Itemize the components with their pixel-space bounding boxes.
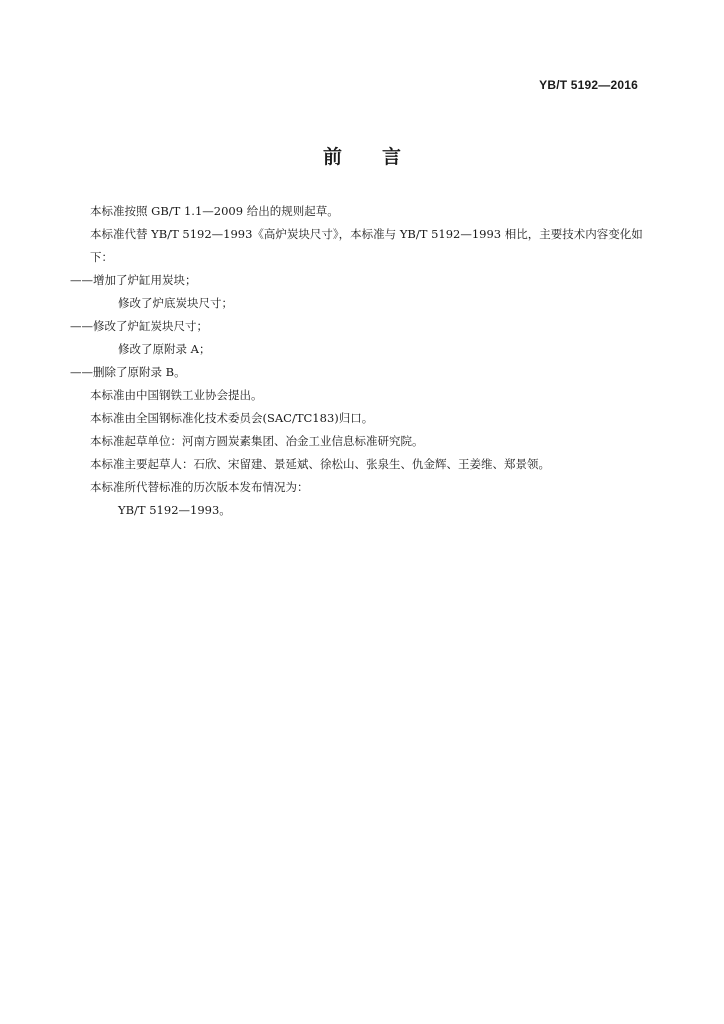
list-item-modify-hearth-block: ——修改了炉缸炭块尺寸； [70, 319, 208, 333]
list-item-modify-bottom-block: 修改了炉底炭块尺寸； [118, 296, 233, 310]
paragraph-drafting-units: 本标准起草单位：河南方圆炭素集团、冶金工业信息标准研究院。 [90, 434, 424, 448]
foreword-body [70, 200, 643, 522]
paragraph-drafters: 本标准主要起草人：石欣、宋留建、景延斌、徐松山、张泉生、仇金辉、王姜维、郑景领。 [90, 457, 550, 471]
previous-edition-item: YB/T 5192—1993。 [118, 503, 231, 517]
paragraph-previous-editions: 本标准所代替标准的历次版本发布情况为： [90, 480, 309, 494]
paragraph-managed-by: 本标准由全国钢标准化技术委员会(SAC/TC183)归口。 [90, 411, 374, 425]
paragraph-drafting-rule: 本标准按照 GB/T 1.1—2009 给出的规则起草。 [90, 204, 339, 218]
page-title [0, 142, 724, 169]
paragraph-proposed-by: 本标准由中国钢铁工业协会提出。 [90, 388, 263, 402]
paragraph-replacement: 本标准代替 YB/T 5192—1993《高炉炭块尺寸》，本标准与 YB/T 5192—1993 相比，主要技术内容变化如下： [90, 227, 643, 264]
title-char-1: 前 [322, 146, 342, 168]
list-item-modify-annex-a: 修改了原附录 A； [118, 342, 211, 356]
list-item-delete-annex-b: ——删除了原附录 B。 [70, 365, 186, 379]
standard-code: YB/T 5192—2016 [539, 78, 638, 92]
list-item-add-hearth-block: ——增加了炉缸用炭块； [70, 273, 197, 287]
title-char-2: 言 [382, 146, 402, 168]
